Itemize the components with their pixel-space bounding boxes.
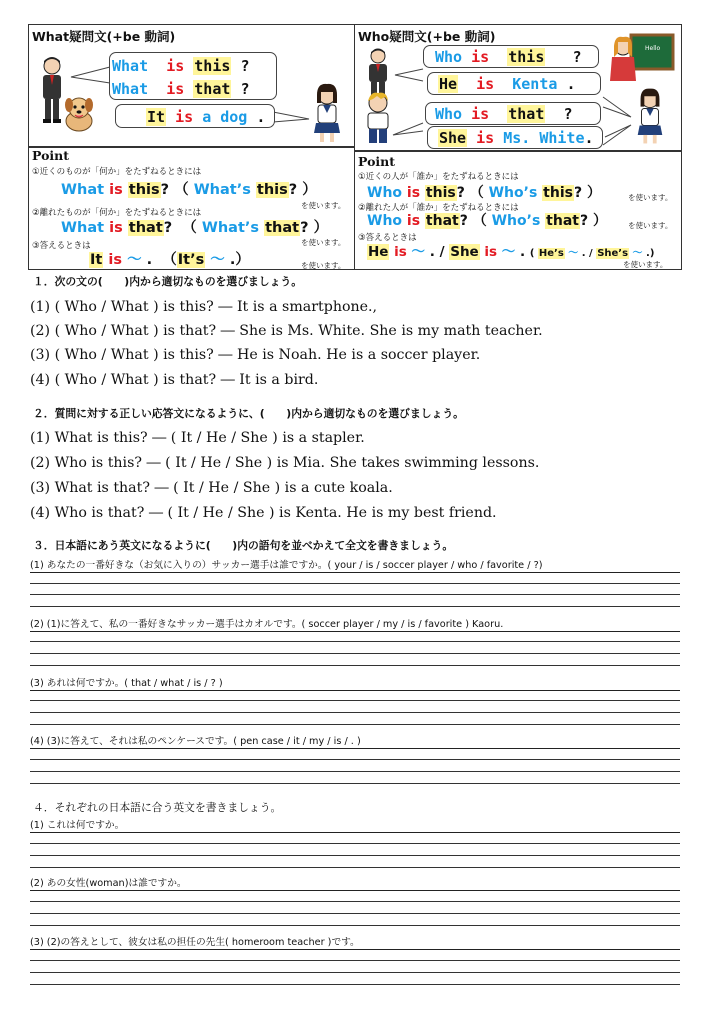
what-point-use-3: を使います。 bbox=[301, 261, 346, 270]
dog-icon bbox=[59, 95, 99, 133]
who-bubble-3: Who is that ? bbox=[425, 102, 601, 125]
what-point-example-3: It is ～ . （It’s ～ .） bbox=[90, 252, 250, 268]
section2-heading: ２．質問に対する正しい応答文になるように、( )内から適切なものを選びましょう。 bbox=[33, 407, 464, 420]
blackboard-hello-text: Hello bbox=[645, 45, 661, 52]
who-question-panel bbox=[355, 24, 682, 151]
answer-line[interactable] bbox=[30, 665, 680, 666]
section1-question-2: (2) ( Who / What ) is that? ― She is Ms. White. She is my math teacher. bbox=[30, 323, 543, 339]
section4-heading: ４．それぞれの日本語に合う英文を書きましょう。 bbox=[33, 801, 282, 814]
answer-line[interactable] bbox=[30, 783, 680, 784]
section4-question-2: (2) あの女性(woman)は誰ですか。 bbox=[30, 875, 680, 891]
who-panel-title: Who疑問文(+be 動詞) bbox=[358, 29, 496, 44]
who-point-example-2: Who is that? （ Who’s that? ） bbox=[367, 213, 607, 229]
answer-line[interactable] bbox=[30, 855, 680, 856]
what-point-use-1: を使います。 bbox=[301, 201, 346, 210]
answer-line[interactable] bbox=[30, 653, 680, 654]
what-point-note-3: ③答えるときは bbox=[32, 241, 91, 251]
who-point-use-1: を使います。 bbox=[628, 193, 673, 202]
what-point-use-2: を使います。 bbox=[301, 238, 346, 247]
speech-tail-left bbox=[69, 63, 111, 87]
section1-heading: １．次の文の( )内から適切なものを選びましょう。 bbox=[33, 275, 302, 288]
what-point-note-1: ①近くのものが「何か」をたずねるときには bbox=[32, 167, 202, 177]
answer-line[interactable] bbox=[30, 960, 680, 961]
section3-heading: ３．日本語にあう英文になるように( )内の語句を並べかえて全文を書きましょう。 bbox=[33, 539, 454, 552]
section2-question-1: (1) What is this? ― ( It / He / She ) is a stapler. bbox=[30, 430, 365, 446]
answer-line[interactable] bbox=[30, 771, 680, 772]
section2-question-3: (3) What is that? ― ( It / He / She ) is a cute koala. bbox=[30, 480, 393, 496]
answer-line[interactable] bbox=[30, 594, 680, 595]
what-panel-title: What疑問文(+be 動詞) bbox=[32, 29, 176, 44]
what-point-label: Point bbox=[32, 148, 70, 163]
section3-question-4: (4) (3)に答えて、それは私のペンケースです。( pen case / it / my / is / . ) bbox=[30, 733, 680, 749]
answer-line[interactable] bbox=[30, 972, 680, 973]
section1-question-1: (1) ( Who / What ) is this? ― It is a smartphone., bbox=[30, 299, 378, 315]
what-point-panel bbox=[28, 147, 355, 270]
who-point-label: Point bbox=[358, 154, 396, 169]
answer-line[interactable] bbox=[30, 712, 680, 713]
who-bubble-4: She is Ms. White. bbox=[427, 126, 603, 149]
answer-line[interactable] bbox=[30, 901, 680, 902]
section1-question-3: (3) ( Who / What ) is this? ― He is Noah. He is a soccer player. bbox=[30, 347, 481, 363]
answer-line[interactable] bbox=[30, 583, 680, 584]
what-point-example-1: What is this? （ What’s this? ） bbox=[61, 182, 317, 198]
section3-question-2: (2) (1)に答えて、私の一番好きなサッカー選手はカオルです。( soccer player / my / is / favorite ) Kaoru. bbox=[30, 616, 680, 632]
answer-line[interactable] bbox=[30, 984, 680, 985]
blond-boy-icon bbox=[361, 91, 395, 147]
section4-question-1: (1) これは何ですか。 bbox=[30, 817, 680, 833]
who-bubble-2: He is Kenta . bbox=[427, 72, 601, 95]
who-bubble-1: Who is this ? bbox=[423, 45, 599, 68]
girl-student-icon bbox=[309, 83, 345, 145]
answer-line[interactable] bbox=[30, 724, 680, 725]
who-point-example-1: Who is this? （ Who’s this? ） bbox=[367, 185, 601, 201]
who-point-note-2: ②離れた人が「誰か」をたずねるときには bbox=[358, 203, 519, 213]
man-in-suit-icon bbox=[363, 47, 393, 97]
who-point-note-3: ③答えるときは bbox=[358, 233, 417, 243]
answer-line[interactable] bbox=[30, 606, 680, 607]
who-point-example-3: He is ～ . / She is ～ . ( He’s ～ . / She’s ～ .) bbox=[368, 244, 655, 260]
who-point-use-2: を使います。 bbox=[628, 221, 673, 230]
section2-question-4: (4) Who is that? ― ( It / He / She ) is Kenta. He is my best friend. bbox=[30, 505, 497, 521]
what-question-panel bbox=[28, 24, 355, 147]
section4-question-3: (3) (2)の答えとして、彼女は私の担任の先生( homeroom teacher )です。 bbox=[30, 934, 680, 950]
answer-line[interactable] bbox=[30, 641, 680, 642]
who-point-use-3: を使います。 bbox=[623, 260, 668, 269]
section2-question-2: (2) Who is this? ― ( It / He / She ) is Mia. She takes swimming lessons. bbox=[30, 455, 540, 471]
answer-line[interactable] bbox=[30, 925, 680, 926]
who-point-panel bbox=[355, 151, 682, 270]
what-point-example-2: What is that? （ What’s that? ） bbox=[61, 220, 329, 236]
what-bubble-answer: It is a dog . bbox=[115, 104, 275, 128]
answer-line[interactable] bbox=[30, 759, 680, 760]
who-point-note-1: ①近くの人が「誰か」をたずねるときには bbox=[358, 172, 519, 182]
answer-line[interactable] bbox=[30, 843, 680, 844]
section3-question-1: (1) あなたの一番好きな（お気に入りの）サッカー選手は誰ですか。( your / is / soccer player / who / favorite / ?) bbox=[30, 557, 680, 573]
what-bubble-questions: What is this ? What is that ? bbox=[109, 52, 277, 100]
answer-line[interactable] bbox=[30, 700, 680, 701]
section3-question-3: (3) あれは何ですか。( that / what / is / ? ) bbox=[30, 675, 680, 691]
what-point-note-2: ②離れたものが「何か」をたずねるときには bbox=[32, 208, 202, 218]
section1-question-4: (4) ( Who / What ) is that? ― It is a bird. bbox=[30, 372, 319, 388]
speech-tail-right bbox=[273, 109, 311, 125]
answer-line[interactable] bbox=[30, 913, 680, 914]
answer-line[interactable] bbox=[30, 867, 680, 868]
